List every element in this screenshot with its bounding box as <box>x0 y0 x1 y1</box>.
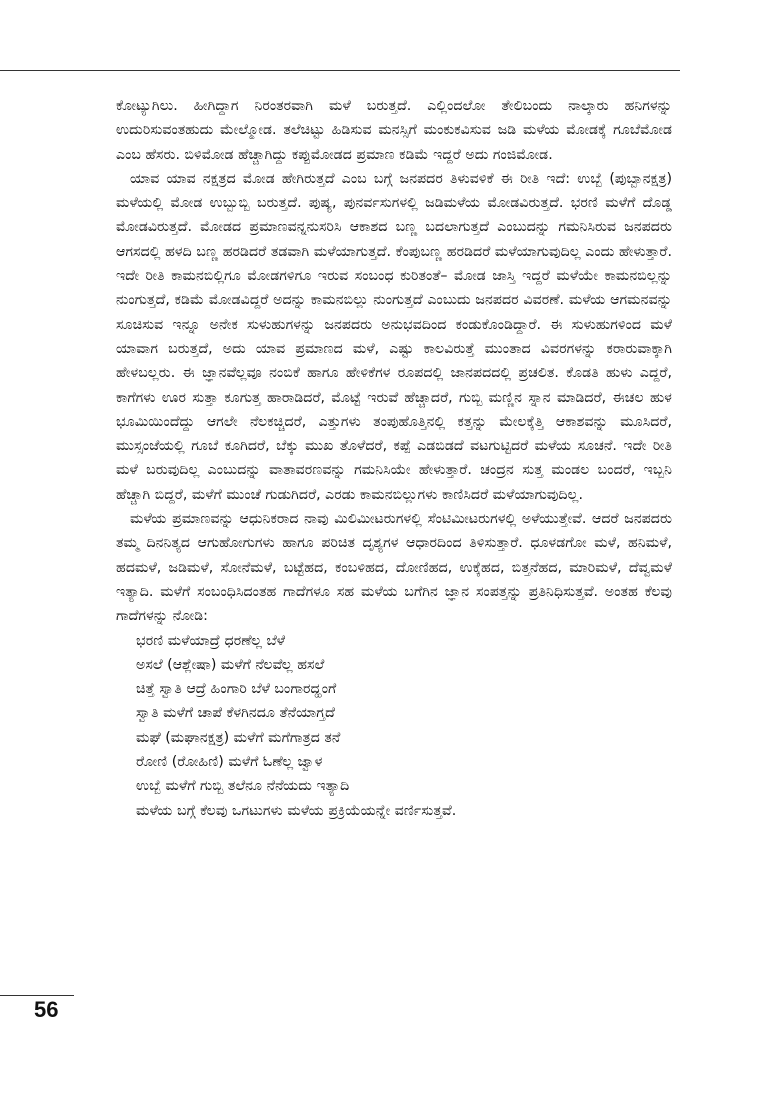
paragraph-cloud-types: ಕೋಟ್ಯುಗಿಲು. ಹೀಗಿದ್ದಾಗ ನಿರಂತರವಾಗಿ ಮಳೆ ಬರುತ್ತದೆ. ಎಲ್ಲಿಂದಲೋ ತೇಲಿಬಂದು ನಾಲ್ಕಾರು ಹನಿಗಳನ್ನು ಉದುರಿಸುವಂತಹುದು ಮೇಲ್ಮೋಡ. ತಲೆಚಿಟ್ಟು ಹಿಡಿಸುವ ಮನಸ್ಸಿಗೆ ಮಂಕುಕವಿಸುವ ಜಡಿ ಮಳೆಯ ಮೋಡಕ್ಕೆ ಗೂಬೆಮೋಡ ಎಂಬ ಹೆಸರು. ಬಿಳಿಮೋಡ ಹೆಚ್ಚಾಗಿದ್ದು ಕಪ್ಪುಮೋಡದ ಪ್ರಮಾಣ ಕಡಿಮೆ ಇದ್ದರೆ ಅದು ಗಂಜಿಮೋಡ. <box>116 98 672 163</box>
page-number: 56 <box>34 997 59 1022</box>
proverb-item: ಉಬ್ಬೆ ಮಳೆಗೆ ಗುಬ್ಬಿ ತಲೆನೂ ನೆನೆಯದು ಇತ್ಯಾದಿ <box>136 778 350 795</box>
paragraph-rain-signs: ಯಾವ ಯಾವ ನಕ್ಷತ್ರದ ಮೋಡ ಹೇಗಿರುತ್ತದೆ ಎಂಬ ಬಗ್ಗೆ ಜನಪದರ ತಿಳುವಳಿಕೆ ಈ ರೀತಿ ಇದೆ: ಉಬ್ಬೆ (ಪುಬ್ಬಾನಕ್ಷತ್ರ) ಮಳೆಯಲ್ಲಿ ಮೋಡ ಉಬ್ಬುಬ್ಬಿ ಬರುತ್ತದೆ. ಪುಷ್ಯ, ಪುನರ್ವಸುಗಳಲ್ಲಿ ಜಡಿಮಳೆಯ ಮೋಡವಿರುತ್ತದೆ. ಭರಣಿ ಮಳೆಗೆ ದೊಡ್ಡ ಮೋಡವಿರುತ್ತದೆ. ಮೋಡದ ಪ್ರಮಾಣವನ್ನನುಸರಿಸಿ ಆಕಾಶದ ಬಣ್ಣ ಬದಲಾಗುತ್ತದೆ ಎಂಬುದನ್ನು ಗಮನಿಸಿರುವ ಜನಪದರು ಆಗಸದಲ್ಲಿ ಹಳದಿ ಬಣ್ಣ ಹರಡಿದರೆ ತಡವಾಗಿ ಮಳೆಯಾಗುತ್ತದೆ. ಕೆಂಪುಬಣ್ಣ ಹರಡಿದರೆ ಮಳೆಯಾಗುವುದಿಲ್ಲ ಎಂದು ಹೇಳುತ್ತಾರೆ. ಇದೇ ರೀತಿ ಕಾಮನಬಿಲ್ಲಿಗೂ ಮೋಡಗಳಿಗೂ ಇರುವ ಸಂಬಂಧ ಕುರಿತಂತೆ– ಮೋಡ ಜಾಸ್ತಿ ಇದ್ದರೆ ಮಳೆಯೇ ಕಾಮನಬಿಲ್ಲನ್ನು ನುಂಗುತ್ತದೆ, ಕಡಿಮೆ ಮೋಡವಿದ್ದರೆ ಅದನ್ನು ಕಾಮನಬಿಲ್ಲು ನುಂಗುತ್ತದೆ ಎಂಬುದು ಜನಪದರ ವಿವರಣೆ. ಮಳೆಯ ಆಗಮನವನ್ನು ಸೂಚಿಸುವ ಇನ್ನೂ ಅನೇಕ ಸುಳುಹುಗಳನ್ನು ಜನಪದರು ಅನುಭವದಿಂದ ಕಂಡುಕೊಂಡಿದ್ದಾರೆ. ಈ ಸುಳುಹುಗಳಿಂದ ಮಳೆ ಯಾವಾಗ ಬರುತ್ತದೆ, ಅದು ಯಾವ ಪ್ರಮಾಣದ ಮಳೆ, ಎಷ್ಟು ಕಾಲವಿರುತ್ತೆ ಮುಂತಾದ ವಿವರಗಳನ್ನು ಕರಾರುವಾಕ್ಕಾಗಿ ಹೇಳಬಲ್ಲರು. ಈ ಜ್ಞಾನವೆಲ್ಲವೂ ನಂಬಿಕೆ ಹಾಗೂ ಹೇಳಿಕೆಗಳ ರೂಪದಲ್ಲಿ ಜಾನಪದದಲ್ಲಿ ಪ್ರಚಲಿತ. ಕೊಡತಿ ಹುಳು ಎದ್ದರೆ, ಕಾಗೆಗಳು ಊರ ಸುತ್ತಾ ಕೂಗುತ್ತ ಹಾರಾಡಿದರೆ, ಮೊಟ್ಟೆ ಇರುವೆ ಹೆಚ್ಚಾದರೆ, ಗುಬ್ಬಿ ಮಣ್ಣಿನ ಸ್ನಾನ ಮಾಡಿದರೆ, ಈಚಲ ಹುಳ ಭೂಮಿಯಿಂದೆದ್ದು ಆಗಲೇ ನೆಲಕಚ್ಚಿದರೆ, ಎತ್ತುಗಳು ತಂಪುಹೊತ್ತಿನಲ್ಲಿ ಕತ್ತನ್ನು ಮೇಲಕ್ಕೆತ್ತಿ ಆಕಾಶವನ್ನು ಮೂಸಿದರೆ, ಮುಸ್ಸಂಜೆಯಲ್ಲಿ ಗೂಬೆ ಕೂಗಿದರೆ, ಬೆಕ್ಕು ಮುಖ ತೊಳೆದರೆ, ಕಪ್ಪೆ ಎಡಬಿಡದೆ ವಟಗುಟ್ಟಿದರೆ ಮಳೆಯ ಸೂಚನೆ. ಇದೇ ರೀತಿ ಮಳೆ ಬರುವುದಿಲ್ಲ ಎಂಬುದನ್ನು ವಾತಾವರಣವನ್ನು ಗಮನಿಸಿಯೇ ಹೇಳುತ್ತಾರೆ. ಚಂದ್ರನ ಸುತ್ತ ಮಂಡಲ ಬಂದರೆ, ಇಬ್ಬನಿ ಹೆಚ್ಚಾಗಿ ಬಿದ್ದರೆ, ಮಳೆಗೆ ಮುಂಚೆ ಗುಡುಗಿದರೆ, ಎರಡು ಕಾಮನಬಿಲ್ಲುಗಳು ಕಾಣಿಸಿದರೆ ಮಳೆಯಾಗುವುದಿಲ್ಲ. <box>116 170 672 503</box>
proverb-item: ಸ್ವಾತಿ ಮಳೆಗೆ ಚಾಪೆ ಕೆಳಗಿನದೂ ತೆನೆಯಾಗ್ತದೆ <box>136 705 335 722</box>
paragraph-rain-measure: ಮಳೆಯ ಪ್ರಮಾಣವನ್ನು ಆಧುನಿಕರಾದ ನಾವು ಮಿಲಿಮೀಟರುಗಳಲ್ಲಿ ಸೆಂಟಿಮೀಟರುಗಳಲ್ಲಿ ಅಳೆಯುತ್ತೇವೆ. ಆದರೆ ಜನಪದರು ತಮ್ಮ ದಿನನಿತ್ಯದ ಆಗುಹೋಗುಗಳು ಹಾಗೂ ಪರಿಚಿತ ದೃಶ್ಯಗಳ ಆಧಾರದಿಂದ ತಿಳಿಸುತ್ತಾರೆ. ಧೂಳಡಗೋ ಮಳೆ, ಹನಿಮಳೆ, ಹದಮಳೆ, ಜಡಿಮಳೆ, ಸೋನೆಮಳೆ, ಬಟ್ಟೆಹದ, ಕಂಬಳಿಹದ, ದೋಣಿಹದ, ಉಕ್ಕೆಹದ, ಬಿತ್ತನೆಹದ, ಮಾರಿಮಳೆ, ದೆವ್ವಮಳೆ ಇತ್ಯಾದಿ. ಮಳೆಗೆ ಸಂಬಂಧಿಸಿದಂತಹ ಗಾದೆಗಳೂ ಸಹ ಮಳೆಯ ಬಗೆಗಿನ ಜ್ಞಾನ ಸಂಪತ್ತನ್ನು ಪ್ರತಿನಿಧಿಸುತ್ತವೆ. ಅಂತಹ ಕೆಲವು ಗಾದೆಗಳನ್ನು ನೋಡಿ: <box>116 511 672 625</box>
proverb-item: ರೋಣಿ (ರೋಹಿಣಿ) ಮಳೆಗೆ ಓಣೆಲ್ಲ ಜ್ವಾಳ <box>136 754 323 771</box>
proverb-item: ಅಸಲೆ (ಆಶ್ಲೇಷಾ) ಮಳೆಗೆ ನೆಲವೆಲ್ಲ ಹಸಲೆ <box>136 656 325 673</box>
top-divider <box>0 70 680 71</box>
proverb-item: ಮಘೆ (ಮಘಾನಕ್ಷತ್ರ) ಮಳೆಗೆ ಮಗೆಗಾತ್ರದ ತನೆ <box>136 729 341 746</box>
page-body <box>116 94 672 823</box>
proverb-item: ಭರಣಿ ಮಳೆಯಾದ್ರೆ ಧರಣೆಲ್ಲ ಬೆಳೆ <box>136 632 286 649</box>
proverb-list <box>116 629 672 799</box>
proverb-item: ಚಿತ್ತೆ ಸ್ವಾತಿ ಆದ್ರೆ ಹಿಂಗಾರಿ ಬೆಳೆ ಬಂಗಾರದ್ಹಂಗೆ <box>136 681 337 698</box>
closing-line: ಮಳೆಯ ಬಗ್ಗೆ ಕೆಲವು ಒಗಟುಗಳು ಮಳೆಯ ಪ್ರಕ್ರಿಯೆಯನ್ನೇ ವರ್ಣಿಸುತ್ತವೆ. <box>136 802 457 819</box>
